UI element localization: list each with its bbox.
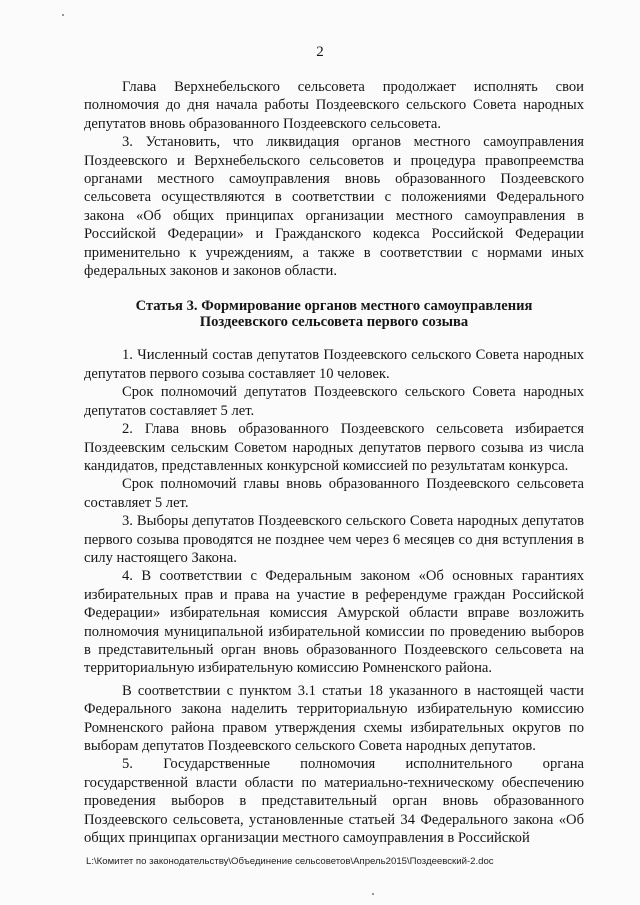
paragraph: 3. Установить, что ликвидация органов местного самоуправления Поздеевского и Верхнебельского сельсоветов и процедура правопреемства органами местного самоуправления вновь образованного Поздеевского сельсовета осуществляются в соответствии с положениями Федерального закона «Об общих принципах организации местного самоуправления в Российской Федерации» и Гражданского кодекса Российской Федерации применительно к учреждениям, а также в соответствии с нормами иных федеральных законов и законов области.	[84, 134, 584, 280]
paragraph: Срок полномочий депутатов Поздеевского сельского Совета народных депутатов составляет 5 лет.	[84, 384, 584, 419]
article-heading	[84, 298, 584, 330]
paragraph: Срок полномочий главы вновь образованного Поздеевского сельсовета составляет 5 лет.	[84, 476, 584, 511]
paragraph: 4. В соответствии с Федеральным законом «Об основных гарантиях избирательных прав и права на участие в референдуме граждан Российской Федерации» избирательная комиссия Амурской области вправе возложить полномочия муниципальной избирательной комиссии по проведению выборов в представительный орган вновь образованного Поздеевского сельсовета на территориальную избирательную комиссию Ромненского района.	[84, 568, 584, 677]
article-heading-line: Поздеевского сельсовета первого созыва	[199, 314, 469, 331]
paragraph: 2. Глава вновь образованного Поздеевского сельсовета избирается Поздеевским сельским Советом народных депутатов первого созыва из числа кандидатов, представленных конкурсной комиссией по результатам конкурса.	[84, 421, 584, 474]
paragraph: Глава Верхнебельского сельсовета продолжает исполнять свои полномочия до дня начала работы Поздеевского сельского Совета народных депутатов вновь образованного Поздеевского сельсовета.	[84, 79, 584, 132]
paragraph: 3. Выборы депутатов Поздеевского сельского Совета народных депутатов первого созыва проводятся не позднее чем через 6 месяцев со дня вступления в силу настоящего Закона.	[84, 513, 584, 566]
scan-speck	[372, 893, 374, 895]
scan-speck	[62, 14, 64, 16]
paragraph: 5. Государственные полномочия исполнительного органа государственной власти области по материально-техническому обеспечению проведения выборов в представительный орган вновь образованного Поздеевского сельсовета, установленные статьей 34 Федерального закона «Об общих принципах организации местного самоуправления в Российской	[84, 756, 584, 847]
document-body	[84, 76, 584, 847]
page-number: 2	[316, 44, 324, 60]
file-path-footer: L:\Комитет по законодательству\Объединение сельсоветов\Апрель2015\Поздеевский-2.doc	[86, 856, 494, 867]
paragraph: 1. Численный состав депутатов Поздеевского сельского Совета народных депутатов первого созыва составляет 10 человек.	[84, 347, 584, 382]
paragraph: В соответствии с пунктом 3.1 статьи 18 указанного в настоящей части Федерального закона наделить территориальную избирательную комиссию Ромненского района правом утверждения схемы избирательных округов по выборам депутатов Поздеевского сельского Совета народных депутатов.	[84, 682, 584, 754]
article-heading-line: Статья 3. Формирование органов местного самоуправления	[135, 298, 533, 315]
